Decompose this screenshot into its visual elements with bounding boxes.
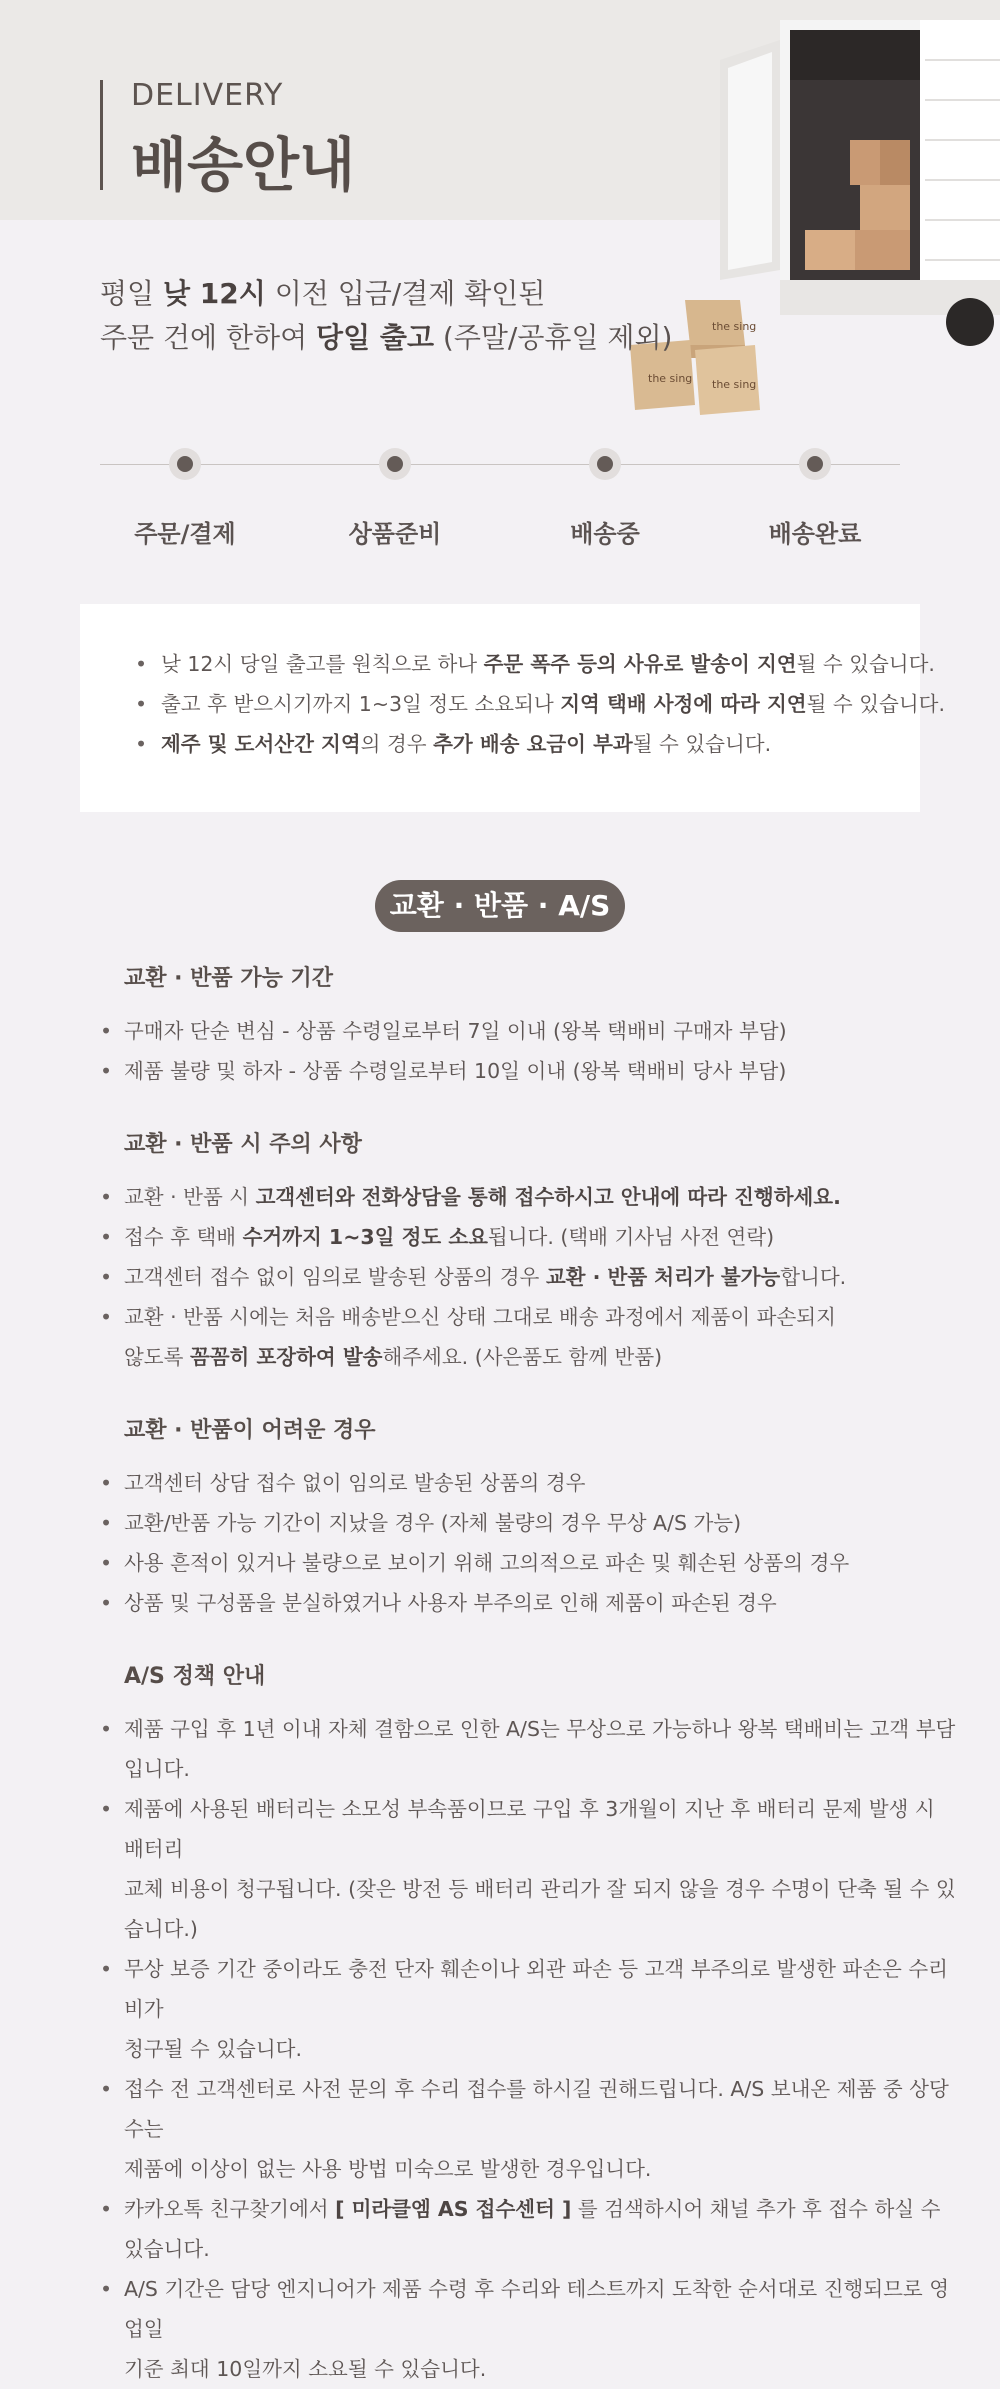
emphasis-text: [ 미라클엠 AS 접수센터 ] [335, 2197, 572, 2221]
step-dot [589, 448, 621, 480]
list-item-line [124, 1869, 960, 1949]
text-run: 교환 · 반품 시 [124, 1185, 256, 1209]
notice-item [135, 684, 945, 724]
step-label-prepare: 상품준비 [348, 520, 442, 548]
delivery-notice-box [80, 604, 945, 812]
exchange-unavailable-section [100, 1415, 960, 1623]
notice-item [135, 644, 945, 684]
text-run: 제품 구입 후 1년 이내 자체 결함으로 인한 A/S는 무상으로 가능하나 왕복 택배비는 고객 부담입니다. [124, 1717, 956, 1781]
box-brand-text: the sing [712, 378, 757, 391]
notice-list [135, 644, 945, 764]
text-run: 평일 [100, 277, 163, 310]
text-run: 사용 흔적이 있거나 불량으로 보이기 위해 고의적으로 파손 및 훼손된 상품의 경우 [124, 1551, 850, 1575]
delivery-intro [100, 272, 672, 360]
list-item-line [124, 1217, 960, 1257]
text-run: 합니다. [780, 1265, 847, 1289]
step-dot [169, 448, 201, 480]
list-item [100, 2269, 960, 2389]
notice-item [135, 724, 945, 764]
section-list [100, 1177, 960, 1377]
text-run: 기준 최대 10일까지 소요될 수 있습니다. [124, 2357, 487, 2381]
page-title: 배송안내 [131, 131, 356, 199]
list-item [100, 1177, 960, 1217]
list-item-line [124, 2349, 960, 2389]
list-item-line [124, 1337, 960, 1377]
list-item [100, 2069, 960, 2189]
list-item [100, 2189, 960, 2269]
text-run: 구매자 단순 변심 - 상품 수령일로부터 7일 이내 (왕복 택배비 구매자 부담) [124, 1019, 787, 1043]
text-run: A/S 기간은 담당 엔지니어가 제품 수령 후 수리와 테스트까지 도착한 순서대로 진행되므로 영업일 [124, 2277, 950, 2341]
list-item-line [124, 1949, 960, 2029]
intro-line [100, 316, 672, 360]
title-accent-bar [100, 80, 103, 190]
step-label-complete: 배송완료 [768, 520, 862, 548]
section-heading: 교환 · 반품 가능 기간 [124, 966, 334, 991]
section-list [100, 1709, 960, 2389]
text-run: 교환 · 반품 시에는 처음 배송받으신 상태 그대로 배송 과정에서 제품이 파손되지 [124, 1305, 836, 1329]
emphasis-text: 주문 폭주 등의 사유로 발송이 지연 [483, 652, 797, 676]
as-policy-section [100, 1661, 960, 2389]
section-heading: A/S 정책 안내 [124, 1664, 266, 1689]
text-run: 무상 보증 기간 중이라도 충전 단자 훼손이나 외관 파손 등 고객 부주의로 발생한 파손은 수리비가 [124, 1957, 948, 2021]
text-run: 될 수 있습니다. [632, 732, 772, 756]
list-item-line [124, 1463, 960, 1503]
list-item-line [124, 2029, 960, 2069]
section-list [100, 1463, 960, 1623]
text-run: 고객센터 상담 접수 없이 임의로 발송된 상품의 경우 [124, 1471, 586, 1495]
list-item [100, 1949, 960, 2069]
list-item [100, 1463, 960, 1503]
step-dot [799, 448, 831, 480]
list-item [100, 1051, 960, 1091]
emphasis-text: 낮 12시 [163, 277, 266, 310]
list-item-line [124, 1051, 960, 1091]
section-heading: 교환 · 반품 시 주의 사항 [124, 1132, 362, 1157]
list-item-line [124, 1177, 960, 1217]
step-dot [379, 448, 411, 480]
text-run: 출고 후 받으시기까지 1~3일 정도 소요되나 [161, 692, 561, 716]
list-item [100, 1297, 960, 1377]
list-item [100, 1503, 960, 1543]
text-run: 의 경우 [360, 732, 434, 756]
list-item [100, 1709, 960, 1789]
section-list [100, 1011, 960, 1091]
list-item-line [124, 1297, 960, 1337]
emphasis-text: 추가 배송 요금이 부과 [433, 732, 633, 756]
truck-illustration [720, 0, 1000, 330]
exchange-caution-section [100, 1129, 960, 1377]
text-run: 해주세요. (사은품도 함께 반품) [382, 1345, 663, 1369]
emphasis-text: 제주 및 도서산간 지역 [161, 732, 361, 756]
text-run: 제품에 사용된 배터리는 소모성 부속품이므로 구입 후 3개월이 지난 후 배터리 문제 발생 시 배터리 [124, 1797, 935, 1861]
text-run: 이전 입금/결제 확인된 [265, 277, 546, 310]
delivery-eyebrow: DELIVERY [131, 78, 284, 113]
list-item-line [124, 2069, 960, 2149]
list-item-line [124, 1709, 960, 1789]
exchange-section-badge: 교환 · 반품 · A/S [375, 880, 625, 932]
step-label-shipping: 배송중 [570, 520, 640, 548]
text-run: 상품 및 구성품을 분실하였거나 사용자 부주의로 인해 제품이 파손된 경우 [124, 1591, 777, 1615]
text-run: 될 수 있습니다. [806, 692, 945, 716]
list-item [100, 1217, 960, 1257]
box-brand-text: the sing [648, 372, 693, 385]
text-run: 않도록 [124, 1345, 190, 1369]
emphasis-text: 교환 · 반품 처리가 불가능 [545, 1265, 781, 1289]
text-run: 접수 전 고객센터로 사전 문의 후 수리 접수를 하시길 권해드립니다. A/S 보내온 제품 중 상당 수는 [124, 2077, 949, 2141]
text-run: 될 수 있습니다. [796, 652, 935, 676]
list-item-line [124, 1011, 960, 1051]
list-item-line [124, 2189, 960, 2269]
emphasis-text: 수거까지 1~3일 정도 소요 [242, 1225, 488, 1249]
list-item-line [124, 1257, 960, 1297]
emphasis-text: 고객센터와 전화상담을 통해 접수하시고 안내에 따라 진행하세요. [255, 1185, 841, 1209]
list-item [100, 1257, 960, 1297]
list-item-line [124, 1543, 960, 1583]
emphasis-text: 당일 출고 [316, 321, 434, 354]
list-item-line [124, 1789, 960, 1869]
text-run: 카카오톡 친구찾기에서 [124, 2197, 336, 2221]
list-item-line [124, 2269, 960, 2349]
text-run: 제품에 이상이 없는 사용 방법 미숙으로 발생한 경우입니다. [124, 2157, 652, 2181]
step-label-order: 주문/결제 [134, 520, 236, 548]
text-run: 됩니다. (택배 기사님 사전 연락) [487, 1225, 775, 1249]
steps-track [100, 464, 900, 465]
section-heading: 교환 · 반품이 어려운 경우 [124, 1418, 376, 1443]
text-run: 접수 후 택배 [124, 1225, 243, 1249]
list-item [100, 1583, 960, 1623]
exchange-period-section [100, 963, 960, 1091]
list-item-line [124, 2149, 960, 2189]
text-run: 제품 불량 및 하자 - 상품 수령일로부터 10일 이내 (왕복 택배비 당사 부담) [124, 1059, 787, 1083]
list-item-line [124, 1583, 960, 1623]
list-item [100, 1543, 960, 1583]
list-item [100, 1011, 960, 1051]
text-run: 교체 비용이 청구됩니다. (잦은 방전 등 배터리 관리가 잘 되지 않을 경우 수명이 단축 될 수 있습니다.) [124, 1877, 956, 1941]
text-run: 낮 12시 당일 출고를 원칙으로 하나 [161, 652, 484, 676]
box-brand-text: the sing [712, 320, 757, 333]
text-run: 주문 건에 한하여 [100, 321, 317, 354]
intro-line [100, 272, 672, 316]
text-run: 청구될 수 있습니다. [124, 2037, 302, 2061]
list-item-line [124, 1503, 960, 1543]
emphasis-text: 꼼꼼히 포장하여 발송 [189, 1345, 383, 1369]
text-run: (주말/공휴일 제외) [434, 321, 673, 354]
text-run: 고객센터 접수 없이 임의로 발송된 상품의 경우 [124, 1265, 546, 1289]
list-item [100, 1789, 960, 1949]
text-run: 교환/반품 가능 기간이 지났을 경우 (자체 불량의 경우 무상 A/S 가능) [124, 1511, 742, 1535]
text-run: 를 검색하시어 채널 추가 후 접수 하실 수 있습니다. [124, 2197, 941, 2261]
emphasis-text: 지역 택배 사정에 따라 지연 [560, 692, 807, 716]
